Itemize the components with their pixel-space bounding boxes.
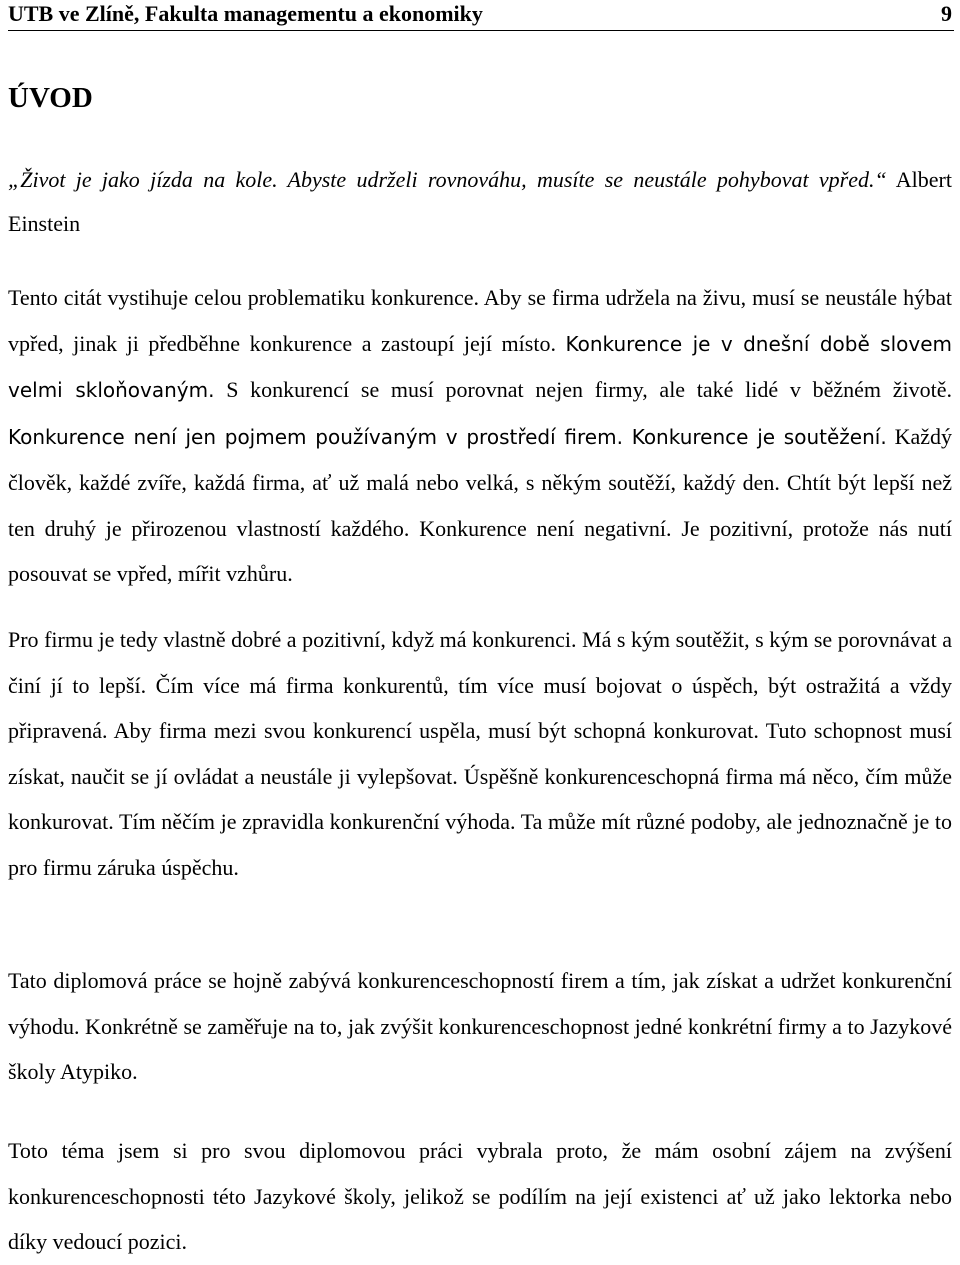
paragraph-1-sentence-4: Konkurence není jen pojmem používaným v prostředí firem. Konkurence je soutěžení. xyxy=(8,424,887,449)
paragraph-4: Toto téma jsem si pro svou diplomovou práci vybrala proto, že mám osobní zájem na zvýšení konkurenceschopnosti této Jazykové školy, jelikož se podílím na její existenci ať už jako lektorka nebo díky vedoucí pozici. xyxy=(8,1138,952,1254)
header-title: UTB ve Zlíně, Fakulta managementu a ekonomiky xyxy=(8,1,483,26)
quote-text: „Život je jako jízda na kole. Abyste udrželi rovnováhu, musíte se neustále pohybovat vpřed.“ xyxy=(8,167,887,192)
paragraph-1-sentence-6: Chtít být lepší než ten druhý je přirozenou vlastností každého. Konkurence není negativní. xyxy=(8,470,953,541)
paragraph-1 xyxy=(8,275,952,597)
paragraph-1-sentence-3: S konkurencí se musí porovnat nejen firmy, ale také lidé v běžném životě. xyxy=(226,377,953,402)
paragraph-1-sentence-1: Tento citát vystihuje celou problematiku konkurence. Aby se firma udržela na živu, musí se neustále hýbat vpřed, jinak ji předběhne konkurence a zastoupí její místo. xyxy=(8,285,952,356)
epigraph-quote xyxy=(8,158,952,245)
paragraph-2: Pro firmu je tedy vlastně dobré a pozitivní, když má konkurenci. Má s kým soutěžit, s kým se porovnávat a činí jí to lepší. Čím více má firma konkurentů, tím více musí bojovat o úspěch, být ostražitá a vždy připravená. Aby firma mezi svou konkurencí uspěla, musí být schopná konkurovat. Tuto schopnost musí získat, naučit se jí ovládat a neustále ji vylepšovat. Úspěšně konkurenceschopná firma má něco, čím může konkurovat. Tím něčím je zpravidla konkurenční výhoda. Ta může mít různé podoby, ale jednoznačně je to pro firmu záruka úspěchu. xyxy=(8,627,952,880)
paragraph-1-sentence-7: Je pozitivní, protože nás nutí posouvat se vpřed, mířit vzhůru. xyxy=(8,515,953,586)
page-number: 9 xyxy=(941,1,952,26)
quote-author: Albert Einstein xyxy=(8,167,952,236)
paragraph-1-sentence-5: Každý člověk, každé zvíře, každá firma, ať už malá nebo velká, s někým soutěží, každý den. xyxy=(8,423,953,495)
paragraph-1-sentence-2: Konkurence je v dnešní době slovem velmi skloňovaným. xyxy=(8,331,952,402)
running-header xyxy=(8,0,954,31)
section-heading: ÚVOD xyxy=(8,82,93,114)
paragraph-3: Tato diplomová práce se hojně zabývá konkurenceschopností firem a tím, jak získat a udržet konkurenční výhodu. Konkrétně se zaměřuje na to, jak zvýšit konkurenceschopnost jedné konkrétní firmy a to Jazykové školy Atypiko. xyxy=(8,968,952,1084)
